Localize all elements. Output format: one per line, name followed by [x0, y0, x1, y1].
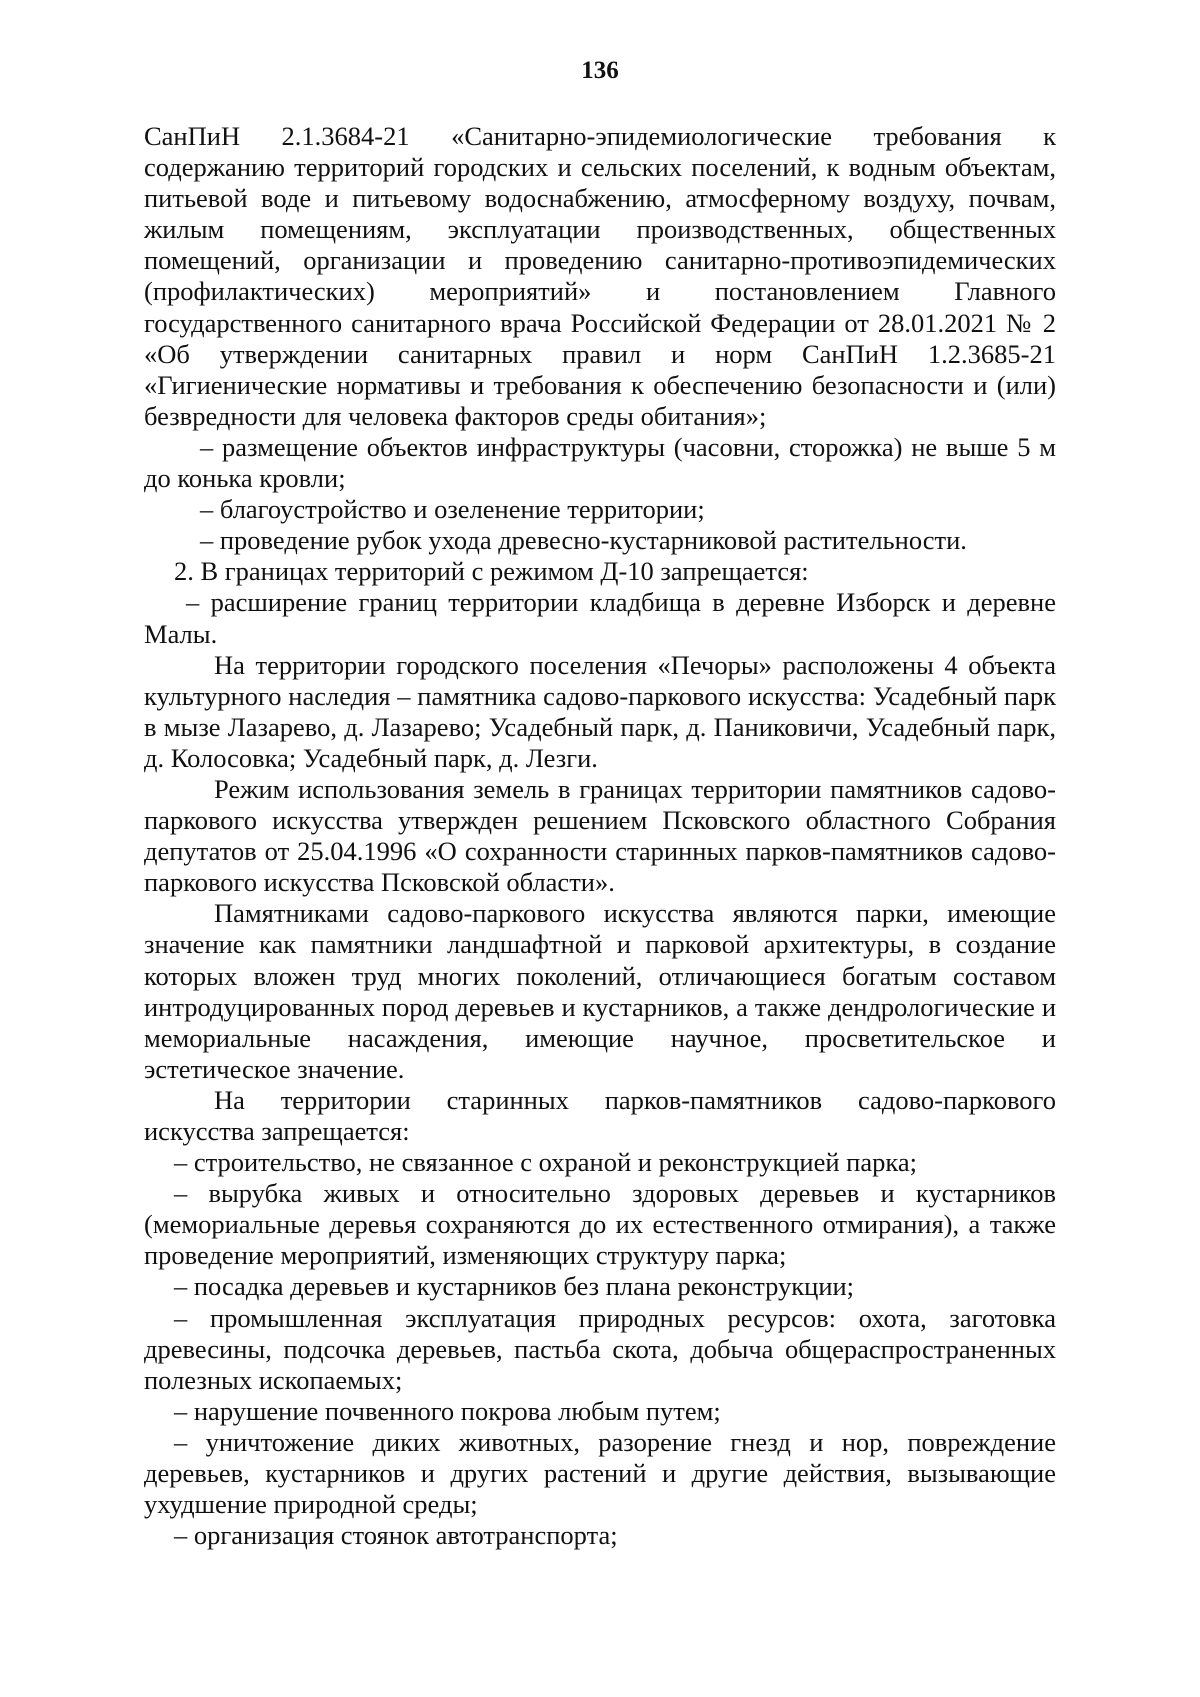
paragraph-heritage-objects: На территории городского поселения «Печоры» расположены 4 объекта культурного наследия – памятника садово-паркового искусства: Усадебный парк в мызе Лазарево, д. Лазарево; Усадебный парк, д. Паниковичи, Усадебный парк, д. Колосовка; Усадебный парк, д. Лезги. — [144, 649, 1056, 773]
paragraph-park-monuments: Памятниками садово-паркового искусства являются парки, имеющие значение как памятники ландшафтной и парковой архитектуры, в создание которых вложен труд многих поколений, отличающиеся богатым составом интродуцированных пород деревьев и кустарников, а также дендрологические и мемориальные насаждения, имеющие научное, просветительское и эстетическое значение. — [144, 898, 1056, 1084]
list-item-infrastructure: – размещение объектов инфраструктуры (часовни, сторожка) не выше 5 м до конька кровли; — [144, 431, 1056, 494]
document-body — [144, 121, 1056, 1551]
list-item-resource-exploitation: – промышленная эксплуатация природных ресурсов: охота, заготовка древесины, подсочка деревьев, пастьба скота, добыча общераспространенных полезных ископаемых; — [144, 1302, 1056, 1395]
page-number: 136 — [581, 57, 619, 84]
list-item-landscaping: – благоустройство и озеленение территории; — [200, 494, 705, 525]
list-item-tree-felling: – вырубка живых и относительно здоровых деревьев и кустарников (мемориальные деревья сохраняются до их естественного отмирания), а также проведение мероприятий, изменяющих структуру парка; — [144, 1178, 1056, 1271]
list-item-planting: – посадка деревьев и кустарников без плана реконструкции; — [174, 1271, 855, 1302]
list-item-wildlife-destruction: – уничтожение диких животных, разорение гнезд и нор, повреждение деревьев, кустарников и других растений и другие действия, вызывающие ухудшение природной среды; — [144, 1426, 1056, 1520]
paragraph-d10-heading: 2. В границах территорий с режимом Д-10 запрещается: — [174, 556, 809, 587]
paragraph-land-use-regime: Режим использования земель в границах территории памятников садово-паркового искусства утвержден решением Псковского областного Собрания депутатов от 25.04.1996 «О сохранности старинных парков-памятников садово-паркового искусства Псковской области». — [144, 773, 1056, 898]
list-item-cemetery: – расширение границ территории кладбища в деревне Изборск и деревне Малы. — [144, 587, 1056, 649]
list-item-thinning: – проведение рубок ухода древесно-кустарниковой растительности. — [200, 525, 967, 556]
list-item-parking: – организация стоянок автотранспорта; — [174, 1520, 618, 1551]
list-item-construction: – строительство, не связанное с охраной и реконструкцией парка; — [174, 1147, 917, 1178]
paragraph-sanpin-reference: СанПиН 2.1.3684-21 «Санитарно-эпидемиологические требования к содержанию территорий городских и сельских поселений, к водным объектам, питьевой воде и питьевому водоснабжению, атмосферному воздуху, почвам, жилым помещениям, эксплуатации производственных, общественных помещений, организации и проведению санитарно-противоэпидемических (профилактических) мероприятий» и постановлением Главного государственного санитарного врача Российской Федерации от 28.01.2021 № 2 «Об утверждении санитарных правил и норм СанПиН 1.2.3685-21 «Гигиенические нормативы и требования к обеспечению безопасности и (или) безвредности для человека факторов среды обитания»; — [144, 121, 1056, 431]
paragraph-prohibitions-heading: На территории старинных парков-памятников садово-паркового искусства запрещается: — [144, 1084, 1056, 1146]
list-item-soil-damage: – нарушение почвенного покрова любым путем; — [174, 1395, 721, 1426]
